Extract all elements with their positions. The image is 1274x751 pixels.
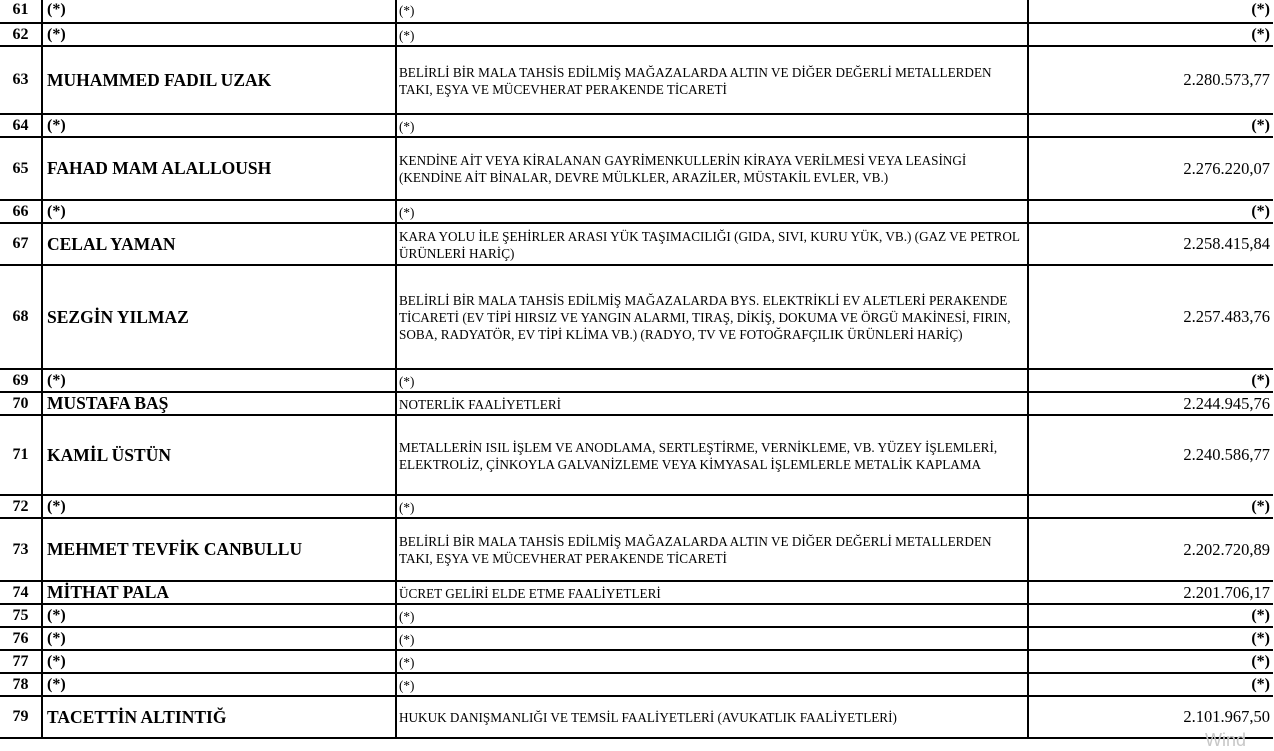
row-number: 61 — [0, 0, 42, 23]
tax-amount: 2.240.586,77 — [1028, 415, 1273, 495]
taxpayer-name: SEZGİN YILMAZ — [42, 265, 396, 369]
row-number: 66 — [0, 200, 42, 223]
activity-description: (*) — [396, 200, 1028, 223]
tax-amount: (*) — [1028, 627, 1273, 650]
tax-amount: (*) — [1028, 495, 1273, 518]
row-number: 63 — [0, 46, 42, 114]
table-row — [0, 696, 1273, 738]
table-row — [0, 495, 1273, 518]
activity-description: BELİRLİ BİR MALA TAHSİS EDİLMİŞ MAĞAZALARDA ALTIN VE DİĞER DEĞERLİ METALLERDEN TAKI, EŞYA VE MÜCEVHERAT PERAKENDE TİCARETİ — [396, 46, 1028, 114]
row-number: 64 — [0, 114, 42, 137]
table-row — [0, 23, 1273, 46]
tax-amount: 2.276.220,07 — [1028, 137, 1273, 200]
taxpayer-name: MİTHAT PALA — [42, 581, 396, 604]
taxpayer-name: MEHMET TEVFİK CANBULLU — [42, 518, 396, 581]
row-number: 73 — [0, 518, 42, 581]
table-row — [0, 415, 1273, 495]
activity-description: (*) — [396, 369, 1028, 392]
activity-description: METALLERİN ISIL İŞLEM VE ANODLAMA, SERTLEŞTİRME, VERNİKLEME, VB. YÜZEY İŞLEMLERİ, ELEKTROLİZ, ÇİNKOYLA GALVANİZLEME VEYA KİMYASAL İŞLEMLERLE METALİK KAPLAMA — [396, 415, 1028, 495]
table-row — [0, 265, 1273, 369]
row-number: 79 — [0, 696, 42, 738]
table-row — [0, 0, 1273, 23]
tax-amount: 2.280.573,77 — [1028, 46, 1273, 114]
table-row — [0, 604, 1273, 627]
activity-description: BELİRLİ BİR MALA TAHSİS EDİLMİŞ MAĞAZALARDA ALTIN VE DİĞER DEĞERLİ METALLERDEN TAKI, EŞYA VE MÜCEVHERAT PERAKENDE TİCARETİ — [396, 518, 1028, 581]
row-number: 70 — [0, 392, 42, 415]
tax-amount: (*) — [1028, 200, 1273, 223]
table-row — [0, 518, 1273, 581]
tax-amount: (*) — [1028, 369, 1273, 392]
activity-description: (*) — [396, 673, 1028, 696]
row-number: 78 — [0, 673, 42, 696]
tax-amount: 2.258.415,84 — [1028, 223, 1273, 265]
row-number: 67 — [0, 223, 42, 265]
taxpayer-name: (*) — [42, 369, 396, 392]
tax-amount: (*) — [1028, 604, 1273, 627]
table-row — [0, 200, 1273, 223]
activity-description: (*) — [396, 0, 1028, 23]
taxpayer-name: TACETTİN ALTINTIĞ — [42, 696, 396, 738]
table-row — [0, 114, 1273, 137]
activity-description: (*) — [396, 627, 1028, 650]
activity-description: HUKUK DANIŞMANLIĞI VE TEMSİL FAALİYETLERİ (AVUKATLIK FAALİYETLERİ) — [396, 696, 1028, 738]
row-number: 71 — [0, 415, 42, 495]
tax-amount: (*) — [1028, 23, 1273, 46]
row-number: 69 — [0, 369, 42, 392]
activity-description: (*) — [396, 604, 1028, 627]
row-number: 62 — [0, 23, 42, 46]
row-number: 75 — [0, 604, 42, 627]
activity-description: NOTERLİK FAALİYETLERİ — [396, 392, 1028, 415]
table-row — [0, 46, 1273, 114]
taxpayer-name: (*) — [42, 200, 396, 223]
table-row — [0, 392, 1273, 415]
taxpayer-name: (*) — [42, 673, 396, 696]
taxpayer-name: (*) — [42, 627, 396, 650]
activity-description: BELİRLİ BİR MALA TAHSİS EDİLMİŞ MAĞAZALARDA BYS. ELEKTRİKLİ EV ALETLERİ PERAKENDE TİCARETİ (EV TİPİ HIRSIZ VE YANGIN ALARMI, TIRAŞ, DİKİŞ, DOKUMA VE ÖRGÜ MAKİNESİ, FIRIN, SOBA, RADYATÖR, EV TİPİ KLİMA VB.) (RADYO, TV VE FOTOĞRAFÇILIK ÜRÜNLERİ HARİÇ) — [396, 265, 1028, 369]
activity-description: (*) — [396, 495, 1028, 518]
taxpayer-name: FAHAD MAM ALALLOUSH — [42, 137, 396, 200]
table-row — [0, 137, 1273, 200]
taxpayer-name: MUHAMMED FADIL UZAK — [42, 46, 396, 114]
taxpayer-name: (*) — [42, 650, 396, 673]
taxpayer-name: (*) — [42, 23, 396, 46]
taxpayer-name: KAMİL ÜSTÜN — [42, 415, 396, 495]
row-number: 72 — [0, 495, 42, 518]
activity-description: (*) — [396, 114, 1028, 137]
tax-amount: (*) — [1028, 673, 1273, 696]
tax-amount: 2.202.720,89 — [1028, 518, 1273, 581]
tax-amount: 2.244.945,76 — [1028, 392, 1273, 415]
tax-amount: 2.101.967,50 — [1028, 696, 1273, 738]
activity-description: KARA YOLU İLE ŞEHİRLER ARASI YÜK TAŞIMACILIĞI (GIDA, SIVI, KURU YÜK, VB.) (GAZ VE PETROL ÜRÜNLERİ HARİÇ) — [396, 223, 1028, 265]
row-number: 68 — [0, 265, 42, 369]
tax-amount: 2.257.483,76 — [1028, 265, 1273, 369]
activity-description: (*) — [396, 650, 1028, 673]
table-row — [0, 673, 1273, 696]
table-row — [0, 369, 1273, 392]
tax-amount: 2.201.706,17 — [1028, 581, 1273, 604]
tax-amount: (*) — [1028, 114, 1273, 137]
taxpayer-name: CELAL YAMAN — [42, 223, 396, 265]
activation-watermark: Wind — [1204, 730, 1246, 750]
taxpayer-name: (*) — [42, 114, 396, 137]
activity-description: (*) — [396, 23, 1028, 46]
row-number: 74 — [0, 581, 42, 604]
activity-description: KENDİNE AİT VEYA KİRALANAN GAYRİMENKULLERİN KİRAYA VERİLMESİ VEYA LEASİNGİ (KENDİNE AİT BİNALAR, DEVRE MÜLKLER, ARAZİLER, MÜSTAKİL EVLER, VB.) — [396, 137, 1028, 200]
row-number: 77 — [0, 650, 42, 673]
taxpayer-name: (*) — [42, 495, 396, 518]
table-row — [0, 581, 1273, 604]
row-number: 76 — [0, 627, 42, 650]
taxpayer-name: MUSTAFA BAŞ — [42, 392, 396, 415]
table-row — [0, 223, 1273, 265]
taxpayer-name: (*) — [42, 604, 396, 627]
tax-amount: (*) — [1028, 650, 1273, 673]
taxpayer-name: (*) — [42, 0, 396, 23]
activity-description: ÜCRET GELİRİ ELDE ETME FAALİYETLERİ — [396, 581, 1028, 604]
table-row — [0, 650, 1273, 673]
tax-amount: (*) — [1028, 0, 1273, 23]
row-number: 65 — [0, 137, 42, 200]
table-row — [0, 627, 1273, 650]
